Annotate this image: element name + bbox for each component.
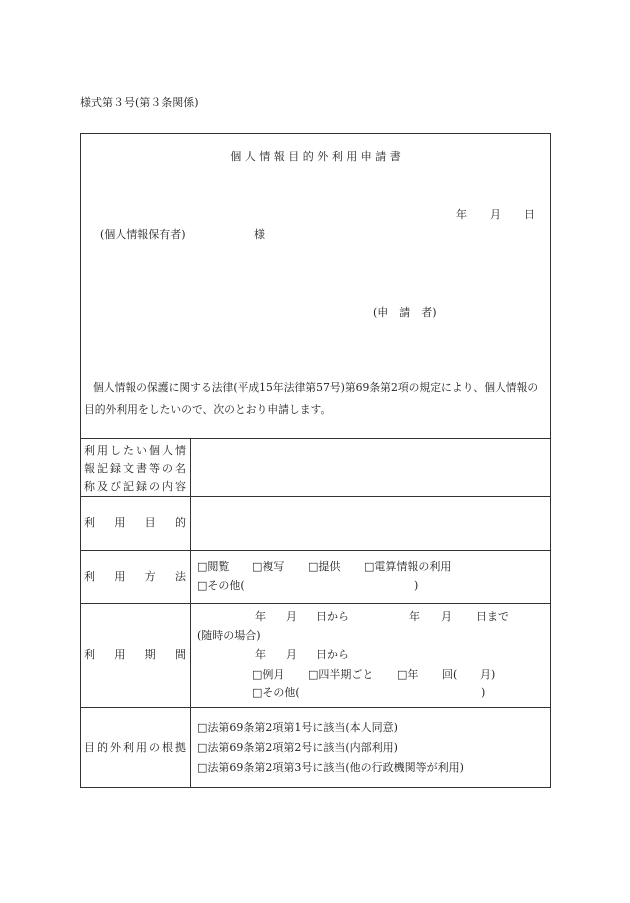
- method-option-view: □閲覧: [197, 560, 230, 573]
- anytime-from-day: 日から: [316, 648, 349, 661]
- period-to-day: 日まで: [476, 610, 509, 623]
- method-label: 利用方法: [84, 570, 186, 583]
- applicant-label: (申 請 者): [373, 306, 437, 319]
- date-year-label: 年: [456, 208, 467, 221]
- period-month-close: 月): [480, 668, 496, 681]
- basis-option-other-agency: □法第69条第2項第3号に該当(他の行政機関等が利用): [197, 761, 464, 774]
- records-label-line: 利用したい個人情: [84, 444, 186, 457]
- period-other-close: ): [481, 686, 486, 699]
- method-option-other: □その他(: [197, 579, 245, 592]
- period-anytime-label: (随時の場合): [197, 629, 261, 642]
- records-label-line: 報記録文書等の名: [84, 462, 186, 475]
- recipient-label: (個人情報保有者): [100, 228, 186, 241]
- period-option-yearly: □年: [397, 668, 419, 681]
- basis-option-internal: □法第69条第2項第2号に該当(内部利用): [197, 741, 398, 754]
- form-number: 様式第３号(第３条関係): [80, 96, 199, 109]
- row-divider: [80, 438, 551, 439]
- records-label-line: 称及び記録の内容: [84, 480, 186, 493]
- period-option-monthly: □例月: [252, 668, 285, 681]
- period-option-other: □その他(: [252, 686, 300, 699]
- method-option-electronic: □電算情報の利用: [364, 560, 452, 573]
- period-to-month: 月: [441, 610, 452, 623]
- period-to-year: 年: [409, 610, 420, 623]
- row-divider: [80, 603, 551, 604]
- method-other-close: ): [414, 579, 419, 592]
- purpose-label: 利用目的: [84, 516, 186, 529]
- period-from-month: 月: [286, 610, 297, 623]
- period-label: 利用期間: [84, 648, 186, 661]
- anytime-from-month: 月: [286, 648, 297, 661]
- method-option-copy: □複写: [252, 560, 285, 573]
- basis-option-consent: □法第69条第2項第1号に該当(本人同意): [197, 721, 398, 734]
- period-from-year: 年: [255, 610, 266, 623]
- period-option-quarterly: □四半期ごと: [308, 668, 374, 681]
- period-times-label: 回(: [442, 668, 458, 681]
- date-day-label: 日: [524, 208, 535, 221]
- row-divider: [80, 550, 551, 551]
- recipient-suffix: 様: [254, 228, 265, 241]
- anytime-from-year: 年: [255, 648, 266, 661]
- row-divider: [80, 496, 551, 497]
- intro-line-1: 個人情報の保護に関する法律(平成15年法律第57号)第69条第2項の規定により、個人情報の: [93, 381, 539, 394]
- method-option-provide: □提供: [308, 560, 341, 573]
- row-divider: [80, 707, 551, 708]
- period-from-day: 日から: [316, 610, 349, 623]
- basis-label: 目的外利用の根拠: [84, 741, 186, 754]
- date-month-label: 月: [490, 208, 501, 221]
- form-title: 個人情報目的外利用申請書: [230, 150, 405, 163]
- column-divider: [190, 438, 191, 788]
- intro-line-2: 目的外利用をしたいので、次のとおり申請します。: [84, 403, 332, 416]
